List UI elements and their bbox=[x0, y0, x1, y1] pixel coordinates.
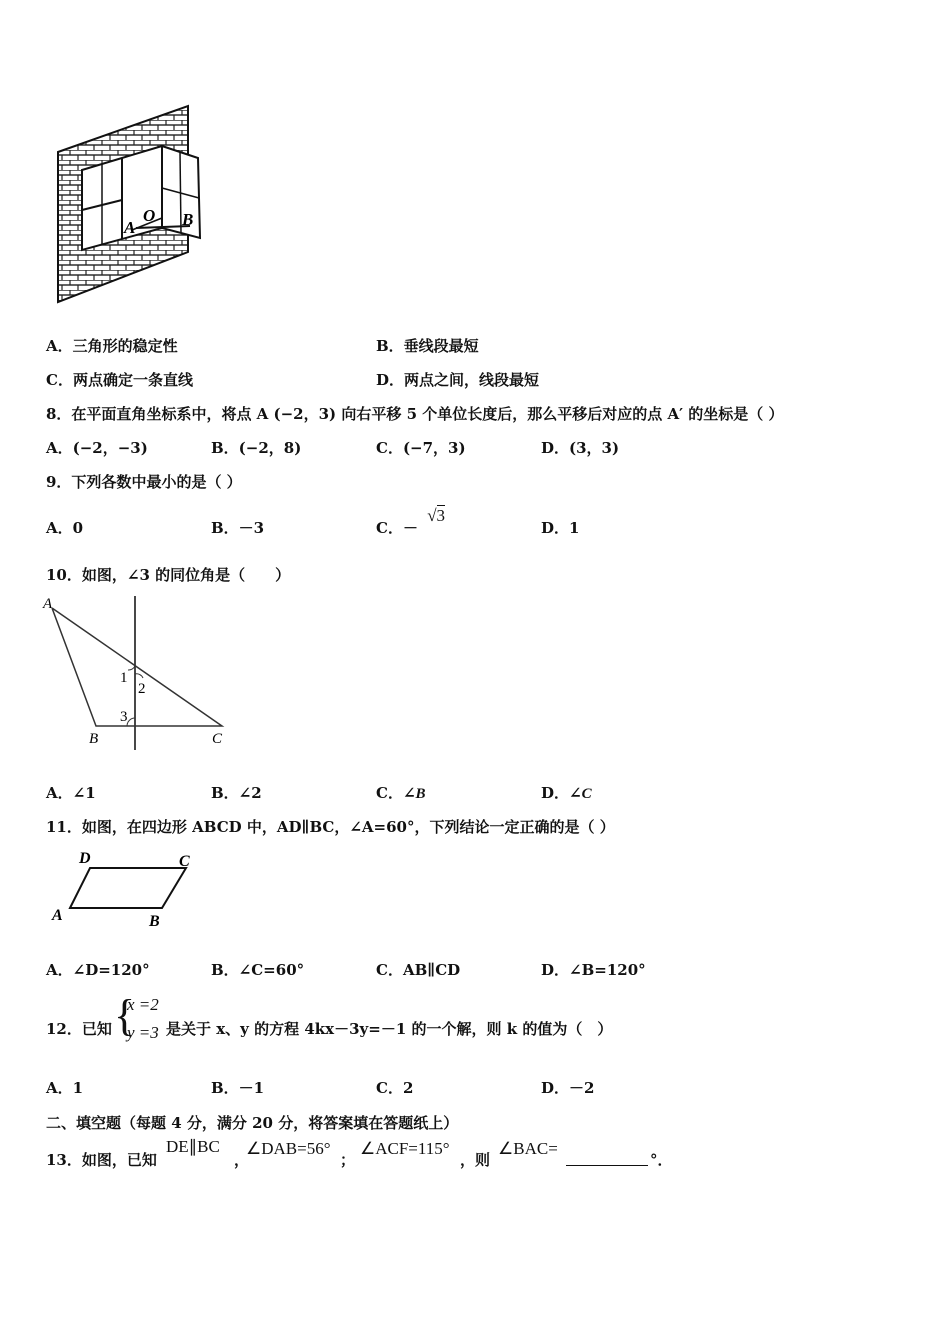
q13-separator-1: ， bbox=[234, 1151, 250, 1169]
q10-option-d[interactable] bbox=[541, 784, 592, 803]
q13-then: ，则 bbox=[460, 1151, 491, 1169]
q7-option-d[interactable]: D．两点之间，线段最短 bbox=[376, 371, 540, 389]
q8-option-b[interactable]: B．(−2，8) bbox=[211, 439, 302, 457]
answer-blank[interactable] bbox=[566, 1151, 648, 1170]
label-a: A bbox=[124, 218, 136, 237]
q11-stem: 11．如图，在四边形 ABCD 中，AD∥BC，∠A=60°，下列结论一定正确的是（ ） bbox=[46, 818, 615, 836]
label-c: C bbox=[179, 853, 190, 870]
triangle-transversal-figure bbox=[40, 594, 240, 754]
label-b: B bbox=[182, 210, 194, 229]
q11-option-d[interactable]: D．∠B=120° bbox=[541, 961, 646, 979]
system-equation-2: y =3 bbox=[127, 1023, 159, 1042]
q10-option-c-var: B bbox=[415, 786, 426, 802]
label-d: D bbox=[79, 850, 91, 867]
label-a: A bbox=[43, 596, 53, 612]
window-frame-figure bbox=[50, 100, 210, 310]
q12-option-a[interactable]: A．1 bbox=[46, 1079, 84, 1097]
q13-prefix: 13．如图，已知 bbox=[46, 1151, 157, 1169]
q12-option-c[interactable]: C．2 bbox=[376, 1079, 414, 1097]
q10-option-c-prefix: C．∠ bbox=[376, 784, 416, 802]
label-o: O bbox=[143, 206, 156, 225]
q13-condition-angle-acf: ∠ACF=115° bbox=[360, 1139, 450, 1158]
q13-end: °． bbox=[650, 1151, 673, 1169]
q13-asked-angle: ∠BAC= bbox=[498, 1139, 558, 1158]
q8-option-c[interactable]: C．(−7，3) bbox=[376, 439, 466, 457]
label-c: C bbox=[212, 731, 223, 747]
q10-stem: 10．如图，∠3 的同位角是（ ） bbox=[46, 566, 291, 584]
section-heading: 二、填空题（每题 4 分，满分 20 分，将答案填在答题纸上） bbox=[46, 1114, 459, 1132]
q11-option-c[interactable]: C．AB∥CD bbox=[376, 961, 461, 979]
q12-option-b[interactable]: B．－1 bbox=[211, 1079, 265, 1097]
q8-stem: 8．在平面直角坐标系中，将点 A (−2，3) 向右平移 5 个单位长度后，那么平移后对应的点 A′ 的坐标是（ ） bbox=[46, 405, 784, 423]
q13-condition-parallel: DE∥BC bbox=[166, 1137, 220, 1156]
label-a: A bbox=[52, 907, 63, 924]
q12-prefix: 12．已知 bbox=[46, 1020, 112, 1038]
q9-option-d[interactable]: D．1 bbox=[541, 519, 580, 537]
q9-option-c-prefix: C．－ bbox=[376, 519, 418, 537]
q8-option-d[interactable]: D．(3，3) bbox=[541, 439, 620, 457]
angle-label-1: 1 bbox=[120, 670, 128, 686]
q7-option-c[interactable]: C．两点确定一条直线 bbox=[46, 371, 193, 389]
sqrt-expression bbox=[427, 507, 445, 525]
q11-option-a[interactable]: A．∠D=120° bbox=[46, 961, 150, 979]
q10-option-d-var: C bbox=[581, 786, 592, 802]
system-equation-1: x =2 bbox=[127, 995, 159, 1014]
q10-option-b[interactable]: B．∠2 bbox=[211, 784, 262, 802]
answer-blank-line[interactable] bbox=[566, 1151, 648, 1166]
parallelogram-figure bbox=[46, 846, 206, 932]
q9-option-c[interactable] bbox=[376, 506, 446, 537]
q10-option-a[interactable]: A．∠1 bbox=[46, 784, 96, 802]
q9-stem: 9．下列各数中最小的是（ ） bbox=[46, 473, 242, 491]
radical-sign-icon: √ bbox=[427, 506, 437, 525]
q13-separator-2: ； bbox=[340, 1151, 356, 1169]
q12-option-d[interactable]: D．－2 bbox=[541, 1079, 595, 1097]
angle-label-3: 3 bbox=[120, 709, 128, 725]
radicand: 3 bbox=[436, 506, 446, 525]
q12-suffix: 是关于 x、y 的方程 4kx－3y=－1 的一个解，则 k 的值为（ ） bbox=[166, 1020, 613, 1038]
q11-option-b[interactable]: B．∠C=60° bbox=[211, 961, 305, 979]
left-brace-icon: { bbox=[114, 991, 136, 1040]
q13-condition-angle-dab: ∠DAB=56° bbox=[246, 1139, 331, 1158]
q7-option-a[interactable]: A．三角形的稳定性 bbox=[46, 337, 178, 355]
q7-option-b[interactable]: B．垂线段最短 bbox=[376, 337, 479, 355]
q9-option-b[interactable]: B．－3 bbox=[211, 519, 265, 537]
q10-option-c[interactable] bbox=[376, 784, 426, 803]
q10-option-d-prefix: D．∠ bbox=[541, 784, 582, 802]
q8-option-a[interactable]: A．(−2，−3) bbox=[46, 439, 148, 457]
label-b: B bbox=[149, 913, 160, 930]
label-b: B bbox=[89, 731, 99, 747]
angle-label-2: 2 bbox=[138, 681, 146, 697]
q9-option-a[interactable]: A．0 bbox=[46, 519, 84, 537]
